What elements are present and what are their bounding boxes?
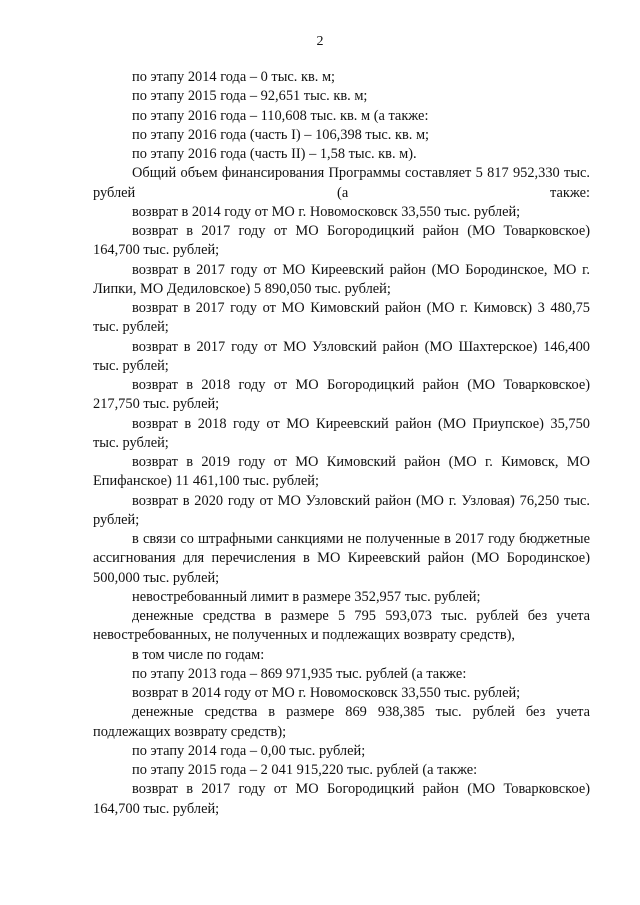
paragraph-return-2020-uzlovaya: возврат в 2020 году от МО Узловский район (МО г. Узловая) 76,250 тыс. рублей; xyxy=(93,492,590,528)
document-body xyxy=(93,68,590,819)
paragraph-stage-2016-area: по этапу 2016 года – 110,608 тыс. кв. м (а также: xyxy=(132,107,429,124)
paragraph-return-2014-novomoskovsk-2013: возврат в 2014 году от МО г. Новомосковск 33,550 тыс. рублей; xyxy=(132,685,521,701)
paragraph-stage-2013-funds: по этапу 2013 года – 869 971,935 тыс. рублей (а также: xyxy=(132,665,467,682)
paragraph-return-2019-kimovsk: возврат в 2019 году от МО Кимовский район (МО г. Кимовск, МО Епифанское) 11 461,100 тыс. рублей; xyxy=(93,454,590,490)
paragraph-stage-2015-funds: по этапу 2015 года – 2 041 915,220 тыс. рублей (а также: xyxy=(132,762,478,778)
paragraph-funds-2013-net: денежные средства в размере 869 938,385 тыс. рублей без учета подлежащих возврату средств); xyxy=(93,704,590,740)
paragraph-return-2017-bogoroditsk-2015: возврат в 2017 году от МО Богородицкий район (МО Товарковское) 164,700 тыс. рублей; xyxy=(93,781,590,817)
paragraph-return-2017-kimovsk: возврат в 2017 году от МО Кимовский район (МО г. Кимовск) 3 480,75 тыс. рублей; xyxy=(93,300,590,336)
paragraph-funds-without-returns: денежные средства в размере 5 795 593,073 тыс. рублей без учета невостребованных, не полученных и подлежащих возврату средств), xyxy=(93,608,590,644)
paragraph-stage-2016-part2-area: по этапу 2016 года (часть II) – 1,58 тыс. кв. м). xyxy=(132,146,417,162)
paragraph-return-2018-bogoroditsk: возврат в 2018 году от МО Богородицкий район (МО Товарковское) 217,750 тыс. рублей; xyxy=(93,377,590,413)
paragraph-stage-2015-area: по этапу 2015 года – 92,651 тыс. кв. м; xyxy=(132,88,368,105)
paragraph-return-2014-novomoskovsk: возврат в 2014 году от МО г. Новомосковск 33,550 тыс. рублей; xyxy=(132,203,521,220)
paragraph-penalty-sanctions: в связи со штрафными санкциями не полученные в 2017 году бюджетные ассигнования для перечисления в МО Киреевский район (МО Бородинское) 500,000 тыс. рублей; xyxy=(93,531,590,586)
paragraph-by-years: в том числе по годам: xyxy=(132,646,265,663)
paragraph-return-2017-uzlovaya: возврат в 2017 году от МО Узловский район (МО Шахтерское) 146,400 тыс. рублей; xyxy=(93,338,590,374)
paragraph-unclaimed-limit: невостребованный лимит в размере 352,957 тыс. рублей; xyxy=(132,588,481,605)
paragraph-return-2018-kireevsk: возврат в 2018 году от МО Киреевский район (МО Приупское) 35,750 тыс. рублей; xyxy=(93,415,590,451)
paragraph-stage-2016-part1-area: по этапу 2016 года (часть I) – 106,398 тыс. кв. м; xyxy=(132,126,430,143)
paragraph-return-2017-bogoroditsk: возврат в 2017 году от МО Богородицкий район (МО Товарковское) 164,700 тыс. рублей; xyxy=(93,223,590,259)
paragraph-return-2017-kireevsk: возврат в 2017 году от МО Киреевский район (МО Бородинское, МО г. Липки, МО Дедиловское) 5 890,050 тыс. рублей; xyxy=(93,261,590,297)
paragraph-stage-2014-area: по этапу 2014 года – 0 тыс. кв. м; xyxy=(132,69,336,85)
paragraph-total-financing: Общий объем финансирования Программы составляет 5 817 952,330 тыс. рублей (а также: xyxy=(93,165,590,201)
page-number: 2 xyxy=(316,34,324,49)
paragraph-stage-2014-funds: по этапу 2014 года – 0,00 тыс. рублей; xyxy=(132,742,366,759)
